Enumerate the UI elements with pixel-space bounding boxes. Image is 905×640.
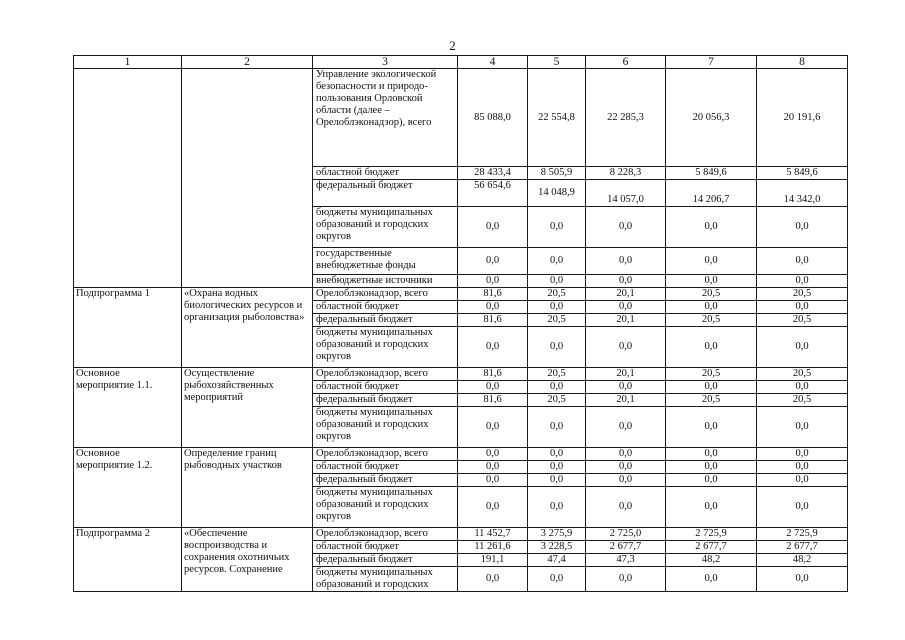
funding-source-label: Орелоблэконадзор, всего [313,448,458,461]
amount-cell: 14 048,9 [528,180,586,207]
amount-cell: 5 849,6 [757,167,848,180]
amount-cell: 3 275,9 [528,528,586,541]
amount-cell: 47,3 [586,554,666,567]
program-name: Подпрограмма 1 [74,288,182,368]
amount-cell: 0,0 [528,207,586,248]
amount-cell: 0,0 [458,327,528,368]
amount-cell: 191,1 [458,554,528,567]
amount-cell: 0,0 [458,248,528,275]
amount-cell: 0,0 [757,474,848,487]
amount-cell: 0,0 [586,248,666,275]
amount-cell: 2 677,7 [666,541,757,554]
program-name: Подпрограмма 2 [74,528,182,592]
column-header: 1 [74,56,182,69]
funding-source-label: областной бюджет [313,541,458,554]
activity-cell [182,69,313,288]
amount-cell: 0,0 [586,461,666,474]
funding-source-label: Орелоблэконадзор, всего [313,528,458,541]
amount-cell: 0,0 [458,448,528,461]
amount-cell: 0,0 [586,448,666,461]
amount-cell: 0,0 [757,567,848,592]
funding-source-label: федеральный бюджет [313,474,458,487]
amount-cell: 11 261,6 [458,541,528,554]
activity-name: «Обеспечение воспроизводства и сохранения охотничьих ресурсов. Сохранение [182,528,313,592]
funding-source-label: внебюджетные источники [313,275,458,288]
funding-source-label: бюджеты муниципальных образований и городских округов [313,487,458,528]
amount-cell: 20,5 [528,314,586,327]
amount-cell: 0,0 [666,487,757,528]
program-cell [74,69,182,288]
amount-cell: 2 725,9 [757,528,848,541]
column-header: 7 [666,56,757,69]
amount-cell: 20,5 [528,288,586,301]
funding-source-label: Управление экологической безопасности и природо-пользования Орловской области (далее – Орелоблэконадзор), всего [313,69,458,167]
amount-cell: 0,0 [586,474,666,487]
amount-cell: 0,0 [528,487,586,528]
amount-cell: 14 206,7 [666,180,757,207]
amount-cell: 0,0 [666,407,757,448]
program-name: Основное мероприятие 1.1. [74,368,182,448]
amount-cell: 56 654,6 [458,180,528,207]
amount-cell: 47,4 [528,554,586,567]
amount-cell: 0,0 [458,275,528,288]
amount-cell: 20,5 [666,314,757,327]
amount-cell: 0,0 [666,327,757,368]
budget-table [73,55,848,592]
amount-cell: 2 725,0 [586,528,666,541]
column-header: 8 [757,56,848,69]
funding-source-label: государственные внебюджетные фонды [313,248,458,275]
funding-source-label: областной бюджет [313,461,458,474]
amount-cell: 0,0 [757,207,848,248]
amount-cell: 81,6 [458,368,528,381]
amount-cell: 81,6 [458,314,528,327]
amount-cell: 0,0 [528,381,586,394]
amount-cell: 0,0 [666,567,757,592]
amount-cell: 0,0 [586,327,666,368]
amount-cell: 0,0 [586,487,666,528]
amount-cell: 0,0 [757,448,848,461]
amount-cell: 0,0 [757,248,848,275]
funding-source-label: федеральный бюджет [313,314,458,327]
amount-cell: 81,6 [458,394,528,407]
amount-cell: 0,0 [666,275,757,288]
funding-source-label: областной бюджет [313,167,458,180]
funding-source-label: бюджеты муниципальных образований и городских округов [313,407,458,448]
amount-cell: 0,0 [528,474,586,487]
table-row [74,368,848,381]
amount-cell: 0,0 [757,327,848,368]
column-header: 6 [586,56,666,69]
amount-cell: 0,0 [458,407,528,448]
amount-cell: 0,0 [528,248,586,275]
table-row [74,528,848,541]
amount-cell: 20,1 [586,314,666,327]
amount-cell: 0,0 [666,448,757,461]
amount-cell: 20,1 [586,394,666,407]
funding-source-label: бюджеты муниципальных образований и городских [313,567,458,592]
amount-cell: 0,0 [458,487,528,528]
amount-cell: 0,0 [666,474,757,487]
amount-cell: 0,0 [586,275,666,288]
amount-cell: 48,2 [757,554,848,567]
amount-cell: 0,0 [528,567,586,592]
funding-source-label: областной бюджет [313,381,458,394]
amount-cell: 0,0 [586,381,666,394]
amount-cell: 0,0 [757,301,848,314]
amount-cell: 20,5 [666,368,757,381]
amount-cell: 22 285,3 [586,69,666,167]
amount-cell: 0,0 [458,567,528,592]
amount-cell: 3 228,5 [528,541,586,554]
column-header: 3 [313,56,458,69]
amount-cell: 0,0 [458,461,528,474]
amount-cell: 20,5 [757,394,848,407]
amount-cell: 20,5 [757,368,848,381]
column-header: 4 [458,56,528,69]
amount-cell: 11 452,7 [458,528,528,541]
amount-cell: 28 433,4 [458,167,528,180]
activity-name: Осуществление рыбохозяйственных мероприятий [182,368,313,448]
amount-cell: 20 191,6 [757,69,848,167]
amount-cell: 0,0 [666,461,757,474]
amount-cell: 20 056,3 [666,69,757,167]
funding-source-label: федеральный бюджет [313,394,458,407]
activity-name: «Охрана водных биологических ресурсов и организация рыболовства» [182,288,313,368]
amount-cell: 0,0 [757,275,848,288]
amount-cell: 0,0 [757,407,848,448]
amount-cell: 0,0 [757,381,848,394]
amount-cell: 14 342,0 [757,180,848,207]
amount-cell: 0,0 [666,248,757,275]
amount-cell: 5 849,6 [666,167,757,180]
funding-source-label: федеральный бюджет [313,180,458,207]
amount-cell: 85 088,0 [458,69,528,167]
amount-cell: 20,1 [586,368,666,381]
program-name: Основное мероприятие 1.2. [74,448,182,528]
funding-source-label: федеральный бюджет [313,554,458,567]
amount-cell: 0,0 [666,301,757,314]
amount-cell: 8 505,9 [528,167,586,180]
amount-cell: 0,0 [458,381,528,394]
amount-cell: 14 057,0 [586,180,666,207]
funding-source-label: Орелоблэконадзор, всего [313,368,458,381]
amount-cell: 0,0 [586,301,666,314]
amount-cell: 0,0 [458,207,528,248]
amount-cell: 0,0 [666,381,757,394]
amount-cell: 0,0 [757,461,848,474]
amount-cell: 0,0 [458,301,528,314]
funding-source-label: областной бюджет [313,301,458,314]
amount-cell: 20,1 [586,288,666,301]
amount-cell: 0,0 [586,207,666,248]
page-number: 2 [449,38,456,53]
amount-cell: 2 677,7 [757,541,848,554]
amount-cell: 0,0 [528,461,586,474]
funding-source-label: Орелоблэконадзор, всего [313,288,458,301]
table-row [74,288,848,301]
column-header: 5 [528,56,586,69]
table-row [74,448,848,461]
amount-cell: 20,5 [666,394,757,407]
amount-cell: 0,0 [528,407,586,448]
amount-cell: 0,0 [586,407,666,448]
amount-cell: 0,0 [528,327,586,368]
amount-cell: 20,5 [757,288,848,301]
amount-cell: 0,0 [528,448,586,461]
amount-cell: 81,6 [458,288,528,301]
funding-source-label: бюджеты муниципальных образований и городских округов [313,327,458,368]
amount-cell: 0,0 [586,567,666,592]
amount-cell: 8 228,3 [586,167,666,180]
amount-cell: 0,0 [528,301,586,314]
amount-cell: 20,5 [757,314,848,327]
column-header: 2 [182,56,313,69]
column-header-row [74,56,848,69]
amount-cell: 0,0 [666,207,757,248]
funding-source-label: бюджеты муниципальных образований и городских округов [313,207,458,248]
amount-cell: 0,0 [528,275,586,288]
table-row [74,69,848,167]
amount-cell: 20,5 [666,288,757,301]
activity-name: Определение границ рыбоводных участков [182,448,313,528]
amount-cell: 22 554,8 [528,69,586,167]
amount-cell: 20,5 [528,394,586,407]
amount-cell: 2 677,7 [586,541,666,554]
amount-cell: 48,2 [666,554,757,567]
amount-cell: 0,0 [458,474,528,487]
amount-cell: 0,0 [757,487,848,528]
amount-cell: 20,5 [528,368,586,381]
amount-cell: 2 725,9 [666,528,757,541]
